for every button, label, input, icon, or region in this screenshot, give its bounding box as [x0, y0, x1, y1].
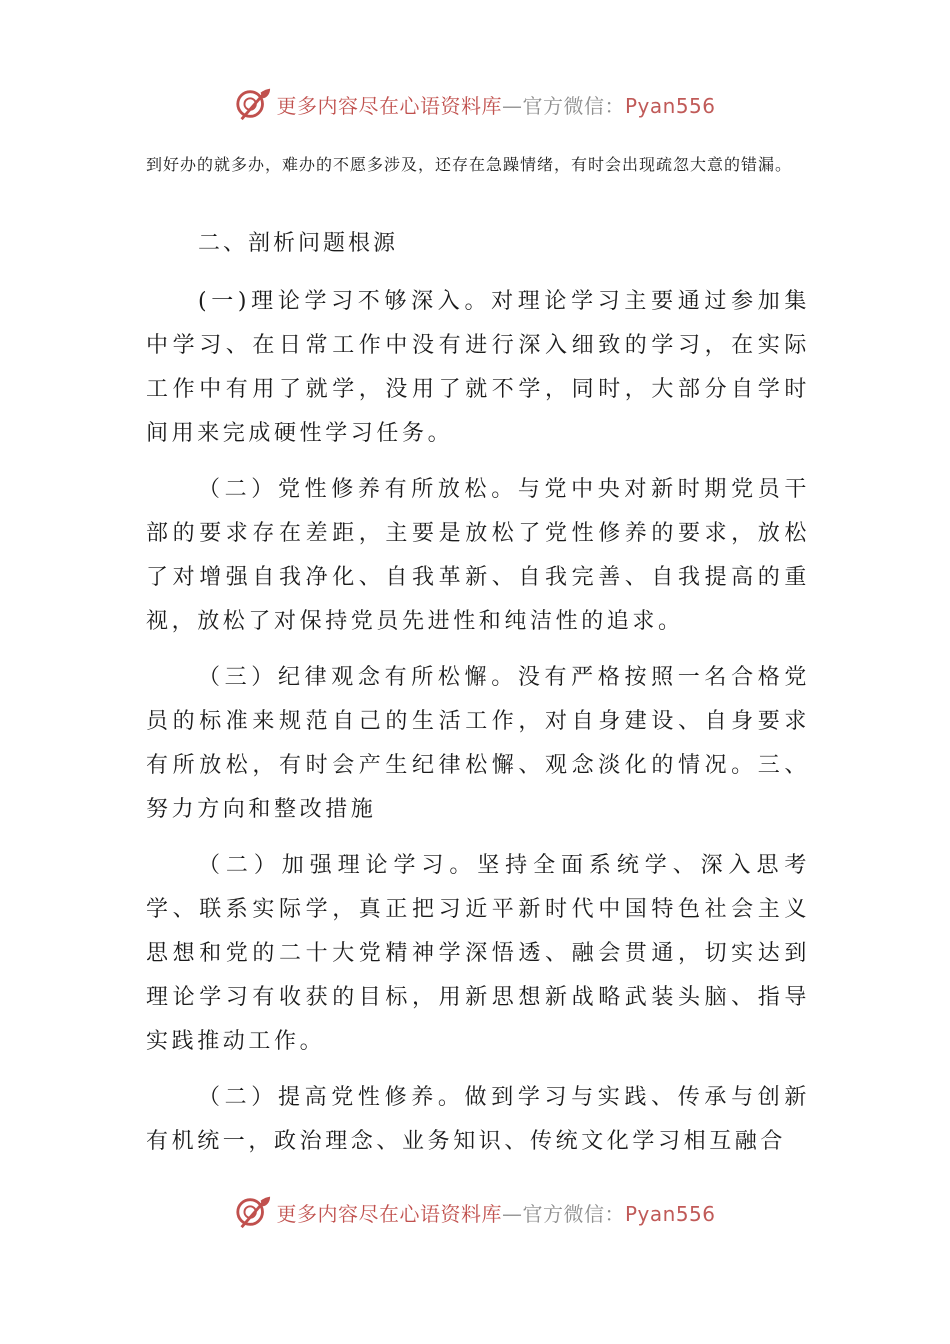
- watermark-brand: 更多内容尽在心语资料库: [276, 93, 502, 118]
- paragraph-2: （二）党性修养有所放松。与党中央对新时期党员干部的要求存在差距，主要是放松了党性修养的要求，放松了对增强自我净化、自我革新、自我完善、自我提高的重视，放松了对保持党员先进性和纯洁性的追求。: [146, 477, 810, 634]
- watermark-separator: —: [501, 93, 523, 118]
- document-body: [146, 224, 810, 1176]
- quill-logo-icon: [234, 1193, 272, 1231]
- paragraph-4: （二）加强理论学习。坚持全面系统学、深入思考学、联系实际学，真正把习近平新时代中国特色社会主义思想和党的二十大党精神学深悟透、融会贯通，切实达到理论学习有收获的目标，用新思想新战略武装头脑、指导实践推动工作。: [146, 853, 810, 1054]
- quill-logo-icon: [234, 85, 272, 123]
- continuation-paragraph: 到好办的就多办，难办的不愿多涉及，还存在急躁情绪，有时会出现疏忽大意的错漏。: [146, 155, 793, 174]
- paragraph-3: （三）纪律观念有所松懈。没有严格按照一名合格党员的标准来规范自己的生活工作，对自身建设、自身要求有所放松，有时会产生纪律松懈、观念淡化的情况。三、努力方向和整改措施: [146, 665, 810, 822]
- watermark-contact-label: 官方微信：: [522, 93, 625, 118]
- watermark-contact-id: Pyan556: [624, 93, 716, 118]
- watermark-contact-label: 官方微信：: [522, 1201, 625, 1226]
- watermark-separator: —: [501, 1201, 523, 1226]
- header-watermark: [0, 84, 950, 124]
- section-heading: 二、剖析问题根源: [198, 231, 399, 256]
- watermark-brand: 更多内容尽在心语资料库: [276, 1201, 502, 1226]
- paragraph-5: （二）提高党性修养。做到学习与实践、传承与创新有机统一，政治理念、业务知识、传统文化学习相互融合: [146, 1085, 810, 1154]
- watermark-contact-id: Pyan556: [624, 1201, 716, 1226]
- footer-watermark: [0, 1192, 950, 1232]
- paragraph-1: (一)理论学习不够深入。对理论学习主要通过参加集中学习、在日常工作中没有进行深入细致的学习，在实际工作中有用了就学，没用了就不学，同时，大部分自学时间用来完成硬性学习任务。: [146, 289, 810, 446]
